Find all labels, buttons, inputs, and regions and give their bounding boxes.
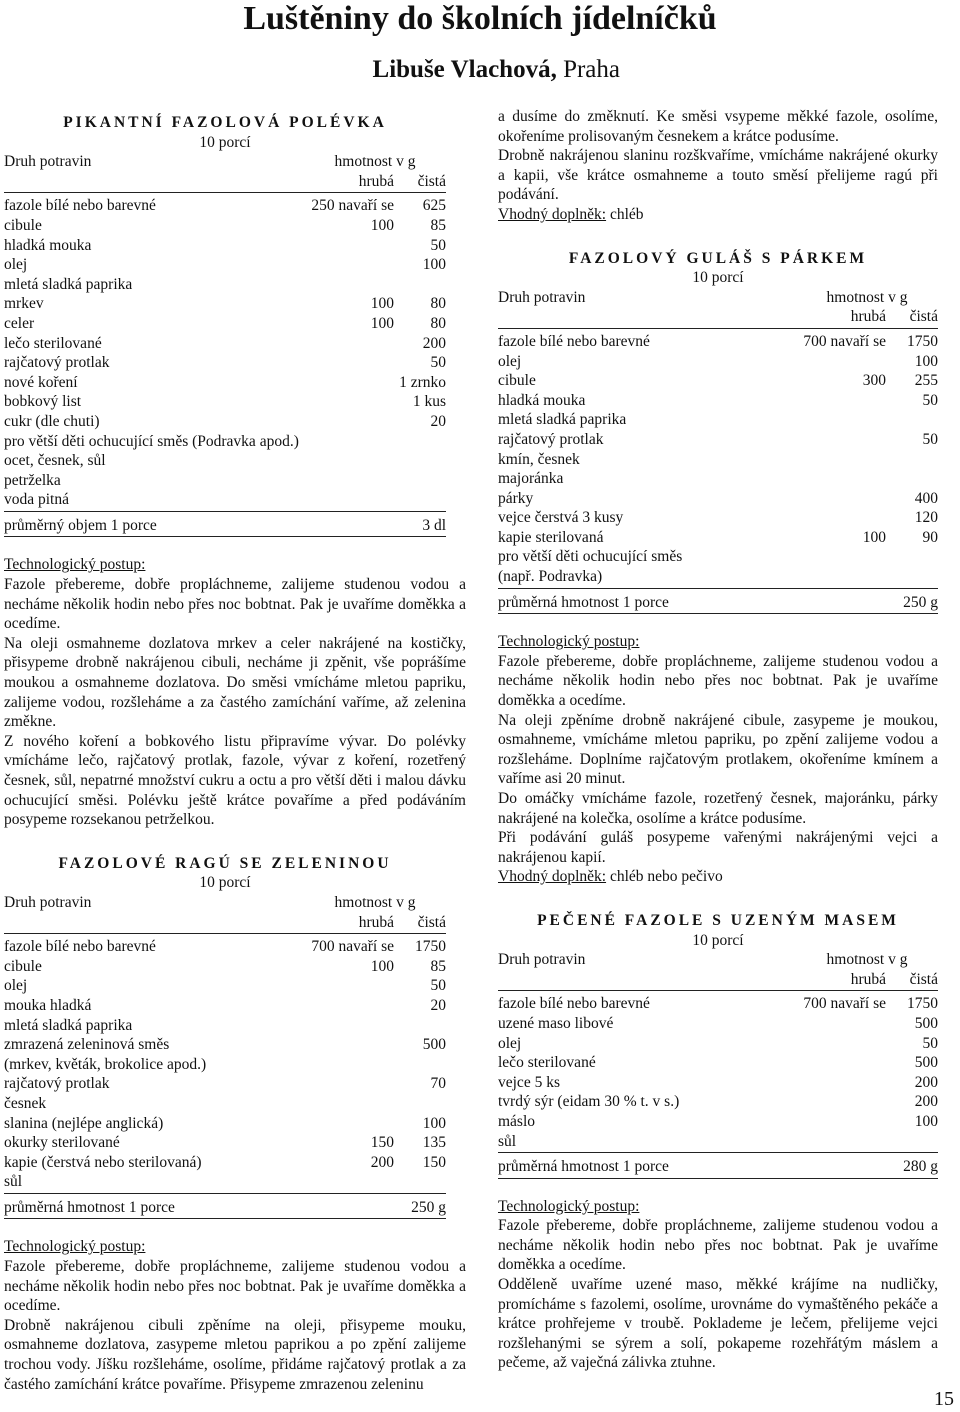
gross-weight xyxy=(796,489,886,509)
ingredient-table xyxy=(4,937,446,1192)
gross-weight xyxy=(304,334,394,354)
total-row xyxy=(498,1157,938,1177)
ingredient-name: tvrdý sýr (eidam 30 % t. v s.) xyxy=(498,1093,680,1111)
gross-weight xyxy=(304,432,394,452)
recipe-title: PEČENÉ FAZOLE S UZENÝM MASEM xyxy=(537,911,899,929)
ingredient-name: olej xyxy=(498,352,522,370)
gross-weight: 200 xyxy=(370,1153,394,1171)
net-weight: 50 xyxy=(430,977,446,995)
table-row xyxy=(498,371,938,391)
net-weight: 400 xyxy=(914,489,938,507)
tech-label: Technologický postup: xyxy=(4,556,146,574)
recipe-3-tip xyxy=(498,867,938,887)
paragraph: Při podávání guláš posypeme vařenými nakrájenými vejci a nakrájenou kapií. xyxy=(498,829,938,866)
divider xyxy=(498,990,938,991)
table-row xyxy=(4,1035,446,1055)
net-weight: 50 xyxy=(922,391,938,409)
table-row xyxy=(498,1073,938,1093)
total-value: 3 dl xyxy=(422,516,446,534)
gross-weight: 150 xyxy=(370,1134,394,1152)
table-row xyxy=(498,1112,938,1132)
ingredient-name: zmrazená zeleninová směs xyxy=(4,1036,170,1054)
recipe-4 xyxy=(498,911,938,1179)
divider xyxy=(4,536,446,537)
net-weight xyxy=(394,1172,446,1192)
gross-weight xyxy=(304,451,394,471)
table-row xyxy=(4,412,446,432)
ingredient-name: cibule xyxy=(498,372,536,390)
net-weight: 150 xyxy=(422,1153,446,1171)
net-weight: 200 xyxy=(914,1093,938,1111)
ingredient-name: hladká mouka xyxy=(4,236,92,254)
net-weight: 500 xyxy=(914,1014,938,1032)
net-weight: 50 xyxy=(430,236,446,254)
ingredient-name: fazole bílé nebo barevné xyxy=(4,938,156,956)
paragraph: Fazole přebereme, dobře propláchneme, zalijeme studenou vodou a necháme několik hodin nebo přes noc bobtnat. Pak je uvaříme doměkka a ocedíme. xyxy=(498,652,938,710)
gross-weight xyxy=(796,352,886,372)
table-row xyxy=(4,976,446,996)
ingredient-name: celer xyxy=(4,314,35,332)
table-row xyxy=(4,937,446,957)
total-row xyxy=(4,516,446,536)
table-row xyxy=(498,430,938,450)
gross-weight xyxy=(304,1055,394,1075)
ingredient-name: česnek xyxy=(4,1094,47,1112)
table-row xyxy=(4,471,446,491)
net-weight: 1 zrnko xyxy=(399,373,446,391)
recipe-2 xyxy=(4,854,446,1220)
ingredient-name: okurky sterilované xyxy=(4,1134,120,1152)
recipe-title: FAZOLOVÝ GULÁŠ S PÁRKEM xyxy=(568,249,868,267)
header-name: Druh potravin xyxy=(4,153,92,171)
net-weight: 1750 xyxy=(415,938,446,956)
paragraph: Fazole přebereme, dobře propláchneme, zalijeme studenou vodou a necháme několik hodin nebo přes noc bobtnat. Pak je uvaříme doměkka a ocedíme. xyxy=(498,1217,938,1274)
header-gross: hrubá xyxy=(358,913,394,931)
gross-weight xyxy=(796,430,886,450)
ingredient-name: slanina (nejlépe anglická) xyxy=(4,1114,164,1132)
gross-weight: 250 navaří se xyxy=(311,197,394,215)
header-mass: hmotnost v g xyxy=(826,951,908,969)
ingredient-name: fazole bílé nebo barevné xyxy=(498,995,650,1013)
net-weight xyxy=(394,432,446,452)
tech-label: Technologický postup: xyxy=(498,1197,640,1215)
paragraph: Drobně nakrájenou cibuli zpěníme na oleji, přisypeme mouku, osmahneme dozlatova, zasypeme mletou paprikou a po zpění zalijeme trochou vody. Jíšku rozšleháme, osolíme, přidáme rajčatový protlak a za častého zamíchání krátce povaříme. Přisypeme zmrazenou zeleninu xyxy=(4,1316,466,1393)
net-weight: 50 xyxy=(922,1034,938,1052)
tip-value: chléb nebo pečivo xyxy=(606,868,723,886)
net-weight: 85 xyxy=(430,957,446,975)
table-row xyxy=(4,275,446,295)
gross-weight xyxy=(304,373,394,393)
table-row xyxy=(498,450,938,470)
gross-weight xyxy=(304,1094,394,1114)
ingredient-name: kapie sterilovaná xyxy=(498,528,604,546)
paragraph: Fazole přebereme, dobře propláchneme, zalijeme studenou vodou a necháme několik hodin nebo přes noc bobtnat. Pak je uvaříme doměkka a ocedíme. xyxy=(4,1258,466,1315)
table-row xyxy=(498,567,938,587)
gross-weight xyxy=(796,450,886,470)
gross-weight xyxy=(796,410,886,430)
gross-weight xyxy=(796,1053,886,1073)
paragraph: Na oleji osmahneme dozlatova mrkev a celer nakrájené na kostičky, přisypeme drobně nakrájenou cibuli, necháme ji zpěnit, vše poprášíme moukou a osmahneme dozlatova. Do směsi vmícháme mletou papriku, zalijeme vodou, rozšleháme a za častého zamíchání vaříme, až zelenina změkne. xyxy=(4,634,466,731)
table-subheader xyxy=(498,307,938,327)
net-weight: 50 xyxy=(922,430,938,448)
net-weight: 100 xyxy=(914,352,938,370)
ingredient-name: sůl xyxy=(498,1132,517,1150)
net-weight: 100 xyxy=(422,1114,446,1132)
gross-weight xyxy=(304,353,394,373)
table-row xyxy=(4,432,446,452)
net-weight: 200 xyxy=(422,334,446,352)
header-name: Druh potravin xyxy=(498,288,586,306)
recipe-2-continuation xyxy=(498,107,938,205)
table-row xyxy=(4,1074,446,1094)
gross-weight xyxy=(304,275,394,295)
recipe-title: PIKANTNÍ FAZOLOVÁ POLÉVKA xyxy=(63,114,387,131)
header-gross: hrubá xyxy=(850,308,886,326)
net-weight: 90 xyxy=(922,528,938,546)
net-weight: 100 xyxy=(422,256,446,274)
table-header xyxy=(4,152,446,172)
net-weight: 625 xyxy=(422,197,446,215)
divider xyxy=(4,511,446,512)
gross-weight xyxy=(304,471,394,491)
ingredient-name: rajčatový protlak xyxy=(498,430,604,448)
recipe-1 xyxy=(4,113,446,537)
table-row xyxy=(4,1114,446,1134)
ingredient-name: kapie (čerstvá nebo sterilovaná) xyxy=(4,1153,202,1171)
net-weight: 20 xyxy=(430,996,446,1014)
divider xyxy=(4,1218,446,1219)
gross-weight: 100 xyxy=(370,314,394,332)
net-weight: 85 xyxy=(430,216,446,234)
ingredient-name: voda pitná xyxy=(4,491,69,509)
ingredient-name: fazole bílé nebo barevné xyxy=(498,332,650,350)
gross-weight: 100 xyxy=(370,295,394,313)
header-name: Druh potravin xyxy=(4,893,92,911)
total-row xyxy=(498,593,938,613)
ingredient-name: pro větší děti ochucující směs xyxy=(498,548,683,566)
tip-label: Vhodný doplněk: xyxy=(498,868,607,886)
net-weight xyxy=(394,490,446,510)
table-row xyxy=(498,994,938,1014)
table-row xyxy=(4,1153,446,1173)
ingredient-name: máslo xyxy=(498,1112,536,1130)
gross-weight xyxy=(796,1073,886,1093)
total-row xyxy=(4,1198,446,1218)
header-mass: hmotnost v g xyxy=(334,893,416,911)
tech-text xyxy=(4,575,466,830)
gross-weight xyxy=(796,469,886,489)
table-row xyxy=(498,1092,938,1112)
ingredient-name: rajčatový protlak xyxy=(4,354,110,372)
table-row xyxy=(4,1172,446,1192)
divider xyxy=(498,1178,938,1179)
left-column xyxy=(4,107,466,1394)
header-mass: hmotnost v g xyxy=(334,153,416,171)
net-weight xyxy=(886,410,938,430)
tech-label: Technologický postup: xyxy=(4,1238,146,1256)
table-subheader xyxy=(498,970,938,990)
paragraph: Fazole přebereme, dobře propláchneme, zalijeme studenou vodou a necháme několik hodin nebo přes noc bobtnat. Pak je uvaříme doměkka a ocedíme. xyxy=(4,576,466,633)
total-label: průměrná hmotnost 1 porce xyxy=(4,1198,175,1216)
gross-weight xyxy=(796,1092,886,1112)
net-weight xyxy=(886,1132,938,1152)
header-net: čistá xyxy=(417,913,446,931)
net-weight: 50 xyxy=(430,354,446,372)
net-weight xyxy=(886,547,938,567)
tip-value: chléb xyxy=(606,205,644,223)
tech-text xyxy=(4,1257,466,1394)
header-net: čistá xyxy=(909,308,938,326)
ingredient-name: olej xyxy=(498,1034,522,1052)
table-subheader xyxy=(4,172,446,192)
ingredient-name: pro větší děti ochucující směs (Podravka apod.) xyxy=(4,432,299,450)
table-row xyxy=(4,996,446,1016)
divider xyxy=(498,588,938,589)
ingredient-name: kmín, česnek xyxy=(498,450,580,468)
table-row xyxy=(498,508,938,528)
table-row xyxy=(498,352,938,372)
gross-weight xyxy=(796,391,886,411)
table-row xyxy=(4,1094,446,1114)
net-weight: 200 xyxy=(914,1073,938,1091)
gross-weight: 300 xyxy=(862,372,886,390)
ingredient-name: bobkový list xyxy=(4,393,82,411)
total-value: 280 g xyxy=(903,1158,938,1176)
paragraph: Do omáčky vmícháme fazole, rozetřený česnek, majoránku, párky nakrájené na kolečka, osolíme a krátce podusíme. xyxy=(498,790,938,827)
gross-weight: 100 xyxy=(370,957,394,975)
net-weight: 1750 xyxy=(907,995,938,1013)
ingredient-name: ocet, česnek, sůl xyxy=(4,452,106,470)
total-label: průměrný objem 1 porce xyxy=(4,516,157,534)
table-row xyxy=(498,391,938,411)
net-weight: 135 xyxy=(422,1134,446,1152)
table-row xyxy=(4,294,446,314)
tech-text xyxy=(498,652,938,868)
ingredient-name: olej xyxy=(4,977,28,995)
page-number: 15 xyxy=(934,1388,954,1410)
ingredient-name: petrželka xyxy=(4,471,61,489)
header-net: čistá xyxy=(909,970,938,988)
table-row xyxy=(4,490,446,510)
divider xyxy=(4,1193,446,1194)
gross-weight xyxy=(796,1132,886,1152)
ingredient-name: fazole bílé nebo barevné xyxy=(4,197,156,215)
ingredient-name: vejce 5 ks xyxy=(498,1073,560,1091)
ingredient-name: olej xyxy=(4,256,28,274)
gross-weight xyxy=(304,236,394,256)
paragraph: Drobně nakrájenou slaninu rozškvaříme, vmícháme nakrájené okurky a kapii, vše krátce osmahneme a touto směsí přelijeme ragú při podávání. xyxy=(498,147,938,204)
net-weight xyxy=(886,469,938,489)
gross-weight: 700 navaří se xyxy=(803,332,886,350)
net-weight xyxy=(394,275,446,295)
table-row xyxy=(4,255,446,275)
ingredient-name: mletá sladká paprika xyxy=(4,275,133,293)
table-subheader xyxy=(4,913,446,933)
paragraph: Na oleji zpěníme drobně nakrájené cibule, zasypeme je moukou, osmahneme, vmícháme mletou papriku, po zpění zalijeme vodou a rozšleháme. Doplníme rajčatovým protlakem, okořeníme kmínem a vaříme asi 20 minut. xyxy=(498,711,938,788)
recipe-portions: 10 porcí xyxy=(199,874,251,892)
net-weight xyxy=(394,471,446,491)
table-row xyxy=(4,216,446,236)
recipe-3 xyxy=(498,249,938,615)
paragraph: a dusíme do změknutí. Ke směsi vsypeme měkké fazole, osolíme, okořeníme prolisovaným česnekem a krátce podusíme. xyxy=(498,108,938,145)
total-label: průměrná hmotnost 1 porce xyxy=(498,593,669,611)
tip-label: Vhodný doplněk: xyxy=(498,205,607,223)
table-row xyxy=(498,489,938,509)
ingredient-name: mletá sladká paprika xyxy=(4,1016,133,1034)
header-gross: hrubá xyxy=(850,970,886,988)
ingredient-name: cibule xyxy=(4,216,42,234)
paragraph: Z nového koření a bobkového listu připravíme vývar. Do polévky vmícháme lečo, rajčatový protlak, fazole, vývar z koření, rozetřený česnek, sůl, nepatrné množství cukru a octu a pro větší děti i malou dávku ochucující směsi. Polévku ještě krátce povaříme a před podáváním posypeme rozsekanou petrželkou. xyxy=(4,732,466,829)
ingredient-name: rajčatový protlak xyxy=(4,1075,110,1093)
ingredient-name: sůl xyxy=(4,1173,23,1191)
table-row xyxy=(498,469,938,489)
table-header xyxy=(4,893,446,913)
table-row xyxy=(4,451,446,471)
net-weight: 1750 xyxy=(907,332,938,350)
ingredient-name: cukr (dle chuti) xyxy=(4,412,100,430)
gross-weight: 100 xyxy=(370,216,394,234)
net-weight xyxy=(886,450,938,470)
divider xyxy=(498,613,938,614)
gross-weight xyxy=(304,1172,394,1192)
table-row xyxy=(4,1055,446,1075)
gross-weight xyxy=(304,1016,394,1036)
total-value: 250 g xyxy=(903,593,938,611)
net-weight: 500 xyxy=(914,1054,938,1072)
divider xyxy=(498,328,938,329)
header-gross: hrubá xyxy=(358,172,394,190)
table-row xyxy=(498,1132,938,1152)
author xyxy=(373,52,620,88)
table-row xyxy=(4,1016,446,1036)
ingredient-name: párky xyxy=(498,489,534,507)
ingredient-name: lečo sterilované xyxy=(498,1054,596,1072)
ingredient-name: hladká mouka xyxy=(498,391,586,409)
table-row xyxy=(4,353,446,373)
ingredient-name: (mrkev, květák, brokolice apod.) xyxy=(4,1055,207,1073)
ingredient-table xyxy=(498,994,938,1151)
table-row xyxy=(498,1053,938,1073)
net-weight xyxy=(394,451,446,471)
net-weight: 70 xyxy=(430,1075,446,1093)
header-name: Druh potravin xyxy=(498,951,586,969)
ingredient-name: mrkev xyxy=(4,295,44,313)
gross-weight: 700 navaří se xyxy=(803,995,886,1013)
table-row xyxy=(4,196,446,216)
table-header xyxy=(498,950,938,970)
gross-weight xyxy=(304,255,394,275)
gross-weight xyxy=(304,1074,394,1094)
net-weight: 255 xyxy=(914,372,938,390)
table-row xyxy=(4,392,446,412)
gross-weight xyxy=(304,976,394,996)
table-row xyxy=(4,236,446,256)
table-row xyxy=(498,528,938,548)
table-row xyxy=(498,547,938,567)
author-name: Libuše Vlachová, xyxy=(372,56,557,83)
net-weight xyxy=(394,1055,446,1075)
ingredient-table xyxy=(498,332,938,587)
table-row xyxy=(498,1034,938,1054)
gross-weight xyxy=(796,1112,886,1132)
gross-weight xyxy=(304,490,394,510)
right-column xyxy=(498,107,938,1373)
header-net: čistá xyxy=(417,172,446,190)
header-mass: hmotnost v g xyxy=(826,288,908,306)
ingredient-name: nové koření xyxy=(4,373,78,391)
page-title: Luštěniny do školních jídelníčků xyxy=(243,0,717,37)
ingredient-name: uzené maso libové xyxy=(498,1014,614,1032)
table-row xyxy=(4,373,446,393)
gross-weight xyxy=(304,412,394,432)
recipe-title: FAZOLOVÉ RAGÚ SE ZELENINOU xyxy=(58,854,392,872)
table-row xyxy=(498,332,938,352)
ingredient-name: mletá sladká paprika xyxy=(498,411,627,429)
table-row xyxy=(4,334,446,354)
net-weight: 80 xyxy=(430,295,446,313)
table-row xyxy=(498,410,938,430)
ingredient-table xyxy=(4,196,446,510)
gross-weight xyxy=(304,996,394,1016)
ingredient-name: mouka hladká xyxy=(4,996,92,1014)
total-value: 250 g xyxy=(411,1198,446,1216)
table-row xyxy=(4,957,446,977)
ingredient-name: lečo sterilované xyxy=(4,334,102,352)
gross-weight: 700 navaří se xyxy=(311,938,394,956)
net-weight: 500 xyxy=(422,1036,446,1054)
table-header xyxy=(498,288,938,308)
gross-weight xyxy=(796,1014,886,1034)
ingredient-name: (např. Podravka) xyxy=(498,568,603,586)
ingredient-name: majoránka xyxy=(498,470,564,488)
net-weight xyxy=(394,1094,446,1114)
net-weight: 1 kus xyxy=(412,393,446,411)
gross-weight xyxy=(304,1035,394,1055)
tech-text xyxy=(498,1216,938,1373)
table-row xyxy=(498,1014,938,1034)
gross-weight xyxy=(304,392,394,412)
net-weight: 100 xyxy=(914,1112,938,1130)
gross-weight xyxy=(796,508,886,528)
divider xyxy=(498,1152,938,1153)
net-weight xyxy=(394,1016,446,1036)
tech-label: Technologický postup: xyxy=(498,633,640,651)
divider xyxy=(4,933,446,934)
author-place: Praha xyxy=(556,56,620,83)
table-row xyxy=(4,1133,446,1153)
ingredient-name: vejce čerstvá 3 kusy xyxy=(498,509,624,527)
net-weight: 80 xyxy=(430,314,446,332)
recipe-portions: 10 porcí xyxy=(692,269,744,287)
gross-weight xyxy=(796,1034,886,1054)
total-label: průměrná hmotnost 1 porce xyxy=(498,1158,669,1176)
divider xyxy=(4,192,446,193)
table-row xyxy=(4,314,446,334)
recipe-2-tip xyxy=(498,205,938,225)
net-weight xyxy=(886,567,938,587)
net-weight: 20 xyxy=(430,412,446,430)
paragraph: Odděleně uvaříme uzené maso, měkké krájíme na nudličky, promícháme s fazolemi, osolíme, urovnáme do vymaštěného pekáče a krátce prohřejeme v troubě. Poklademe je lečem, přelijeme vejci rozšlehanými se sýrem a solí, pokapeme rozehřátým máslem a pečeme, až vaječná zálivka ztuhne. xyxy=(498,1276,938,1372)
gross-weight xyxy=(304,1114,394,1134)
recipe-portions: 10 porcí xyxy=(199,133,251,151)
gross-weight: 100 xyxy=(862,528,886,546)
ingredient-name: cibule xyxy=(4,957,42,975)
net-weight: 120 xyxy=(914,509,938,527)
recipe-portions: 10 porcí xyxy=(692,931,744,949)
gross-weight xyxy=(796,547,886,567)
gross-weight xyxy=(796,567,886,587)
